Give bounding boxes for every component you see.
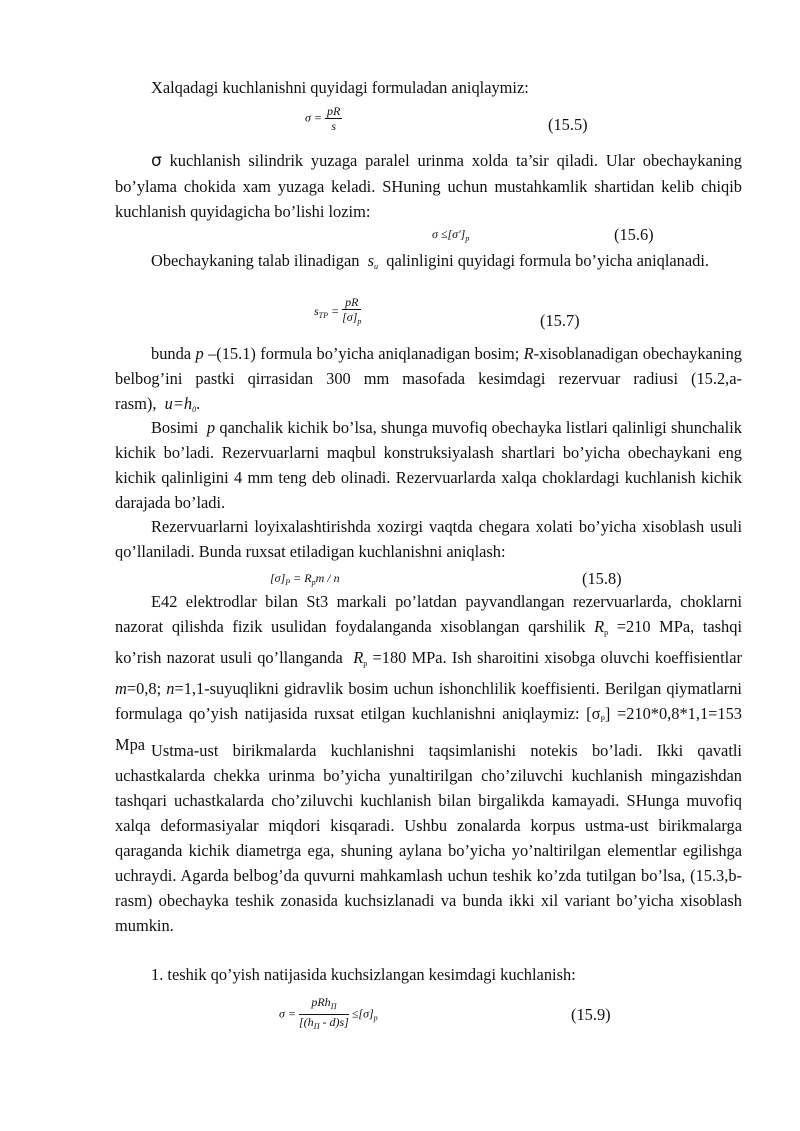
variable-subscript: u bbox=[374, 262, 379, 271]
paragraph-text: =1,1-suyuqlikni gidravlik bosim uchun ishonchlilik koeffisienti. Berilgan qiymatlarni formulaga qo’yish natijasida ruxsat etilgan kuchlanishni aniqlaymiz: [σ bbox=[115, 679, 742, 723]
paragraph-text: qalinligini quyidagi formula bo’yicha aniqlanadi. bbox=[386, 251, 709, 270]
paragraph-text: . bbox=[196, 394, 201, 413]
paragraph-text: Bosimi bbox=[151, 418, 199, 437]
variable-r: R bbox=[353, 648, 364, 667]
equation-number-15-8: (15.8) bbox=[582, 569, 622, 588]
paragraph-text: E42 elektrodlar bilan St3 markali po’latdan payvandlangan rezervuarlarda, choklarni nazorat qilishda fizik usulidan foydalanganda xisoblangan qarshilik bbox=[115, 592, 742, 636]
paragraph-text: -xisoblanadigan obechaykaning belbog’ini pastki qirrasidan 300 mm masofada kesimdagi rezervuar radiusi (15.2,a-rasm), bbox=[115, 344, 742, 413]
equation-number-15-9: (15.9) bbox=[571, 1005, 611, 1024]
equation-number-15-5: (15.5) bbox=[548, 115, 588, 134]
numerator-subscript: П bbox=[330, 1002, 337, 1011]
paragraph-text: Rezervuarlarni loyixalashtirishda xozirgi vaqtda chegara xolati bo’yicha xisoblash usuli qo’llaniladi. Bunda ruxsat etiladigan kuchlanishni aniqlash: bbox=[115, 517, 742, 561]
fraction-denominator bbox=[299, 1015, 349, 1034]
equation-15-6 bbox=[432, 222, 469, 251]
paragraph-lap-joints bbox=[115, 738, 742, 938]
variable-subscript: p bbox=[363, 659, 368, 668]
denominator-text: [(h bbox=[299, 1015, 314, 1029]
equation-number-15-7: (15.7) bbox=[540, 311, 580, 330]
paragraph-text: 1. teshik qo’yish natijasida kuchsizlangan kesimdagi kuchlanish: bbox=[151, 965, 576, 984]
paragraph-thickness bbox=[115, 248, 742, 279]
denominator-subscript: p bbox=[357, 317, 362, 326]
equation-15-5 bbox=[305, 104, 342, 133]
fraction-denominator bbox=[342, 310, 361, 329]
paragraph-text: =210 MPa, tashqi ko’rish nazorat usuli qo’llanganda bbox=[115, 617, 742, 667]
paragraph-text: Obechaykaning talab ilinadigan bbox=[151, 251, 360, 270]
equation-subscript: TP bbox=[318, 310, 329, 320]
paragraph-intro bbox=[115, 75, 742, 100]
fraction-denominator: s bbox=[331, 119, 337, 133]
numerator-text: pRh bbox=[311, 995, 331, 1009]
paragraph-item-1 bbox=[115, 962, 742, 987]
variable-n: n bbox=[166, 679, 175, 698]
equation-15-9 bbox=[279, 995, 378, 1034]
variable-p: p bbox=[195, 344, 204, 363]
variable-r: R bbox=[523, 344, 534, 363]
fraction-numerator: pR bbox=[327, 104, 341, 118]
equation-subscript: P bbox=[285, 578, 291, 587]
paragraph-text: ] =210*0,8*1,1=153 Mpa bbox=[115, 704, 742, 754]
paragraph-text: Ustma-ust birikmalarda kuchlanishni taqsimlanishi notekis bo’ladi. Ikki qavatli uchastkalarda chekka urinma bo’yicha yunaltirilgan cho’ziluvchi kuchlanish mingazishdan tashqari uchastkalarda cho’ziluvchi kuchlanish bilan birgalikda kamayadi. SHunga muvofiq xalqa deformasiyalar miqdori kisqaradi. Ushbu zonalarda korpus ustma-ust birikmalarga qaraganda kichik diametrga ega, shuning aylana bo’yicha yo’naltirilgan elementlar egilishga uchraydi. Agarda belbog’da quvurni mahkamlash uchun teshik ko’zda tutilgan bo’lsa, (15.3,b-rasm) obechayka teshik zonasida kuchsizlanadi va bunda ikki xil variant bo’yicha xisoblash mumkin. bbox=[115, 741, 742, 935]
equation-body: σ ≤[σ'] bbox=[432, 227, 466, 241]
equation-fraction bbox=[325, 104, 342, 133]
equation-body: = R bbox=[290, 571, 312, 585]
denominator-text: - d)s] bbox=[319, 1015, 349, 1029]
variable-r: R bbox=[594, 617, 605, 636]
paragraph-text: bunda bbox=[151, 344, 192, 363]
paragraph-text: kuchlanish silindrik yuzaga paralel urinma xolda ta’sir qiladi. Ular obechaykaning bo’ylama chokida xam yuzaga keladi. SHuning uchun mustahkamlik shartidan kelib chiqib kuchlanish quyidagicha bo’lishi lozim: bbox=[115, 151, 742, 221]
equation-subscript: p bbox=[373, 1013, 378, 1023]
paragraph-where bbox=[115, 341, 742, 422]
equation-subscript: p bbox=[311, 578, 316, 587]
denominator-text: [σ] bbox=[342, 310, 358, 324]
equation-lhs: σ = bbox=[279, 1006, 297, 1021]
equation-lhs: σ = bbox=[305, 110, 323, 125]
paragraph-electrodes bbox=[115, 589, 742, 757]
paragraph-text: =180 MPa. Ish sharoitini xisobga oluvchi koeffisientlar bbox=[372, 648, 742, 667]
variable-subscript: 0 bbox=[192, 405, 197, 414]
denominator-subscript: П bbox=[313, 1022, 320, 1031]
paragraph-limit-state bbox=[115, 514, 742, 564]
equation-subscript: p bbox=[465, 234, 470, 243]
variable-p: p bbox=[206, 418, 216, 437]
equation-equals: = bbox=[331, 303, 340, 318]
variable-m: m bbox=[115, 679, 127, 698]
paragraph-text: Xalqadagi kuchlanishni quyidagi formuladan aniqlaymiz: bbox=[151, 78, 529, 97]
variable-s: s bbox=[367, 251, 375, 270]
equation-rhs: ≤[σ] bbox=[351, 1006, 374, 1021]
equation-fraction bbox=[342, 295, 361, 329]
fraction-numerator: pR bbox=[342, 295, 361, 310]
variable-subscript: P bbox=[600, 715, 605, 724]
equation-lhs: s bbox=[314, 303, 319, 318]
paragraph-pressure bbox=[115, 415, 742, 515]
paragraph-text: =0,8; bbox=[126, 679, 162, 698]
variable-u: u=h bbox=[164, 394, 193, 413]
fraction-numerator bbox=[299, 995, 349, 1015]
paragraph-sigma bbox=[115, 148, 742, 224]
equation-15-7 bbox=[314, 295, 361, 329]
equation-fraction bbox=[299, 995, 349, 1034]
sigma-symbol: σ bbox=[151, 151, 162, 171]
paragraph-text: –(15.1) formula bo’yicha aniqlanadigan bosim; bbox=[208, 344, 520, 363]
equation-body: [σ] bbox=[270, 571, 286, 585]
paragraph-text: qanchalik kichik bo’lsa, shunga muvofiq obechayka listlari qalinligi shunchalik kichik bo’ladi. Rezervuarlarni maqbul konstruksiyalash shartlari bo’yicha obechaykani eng kichik qalinligini 4 mm teng deb olinadi. Rezervuarlarda xalqa choklardagi kuchlanish kichik darajada bo’ladi. bbox=[115, 418, 742, 512]
equation-body: m / n bbox=[315, 571, 340, 585]
variable-subscript: p bbox=[604, 628, 609, 637]
equation-number-15-6: (15.6) bbox=[614, 225, 654, 244]
